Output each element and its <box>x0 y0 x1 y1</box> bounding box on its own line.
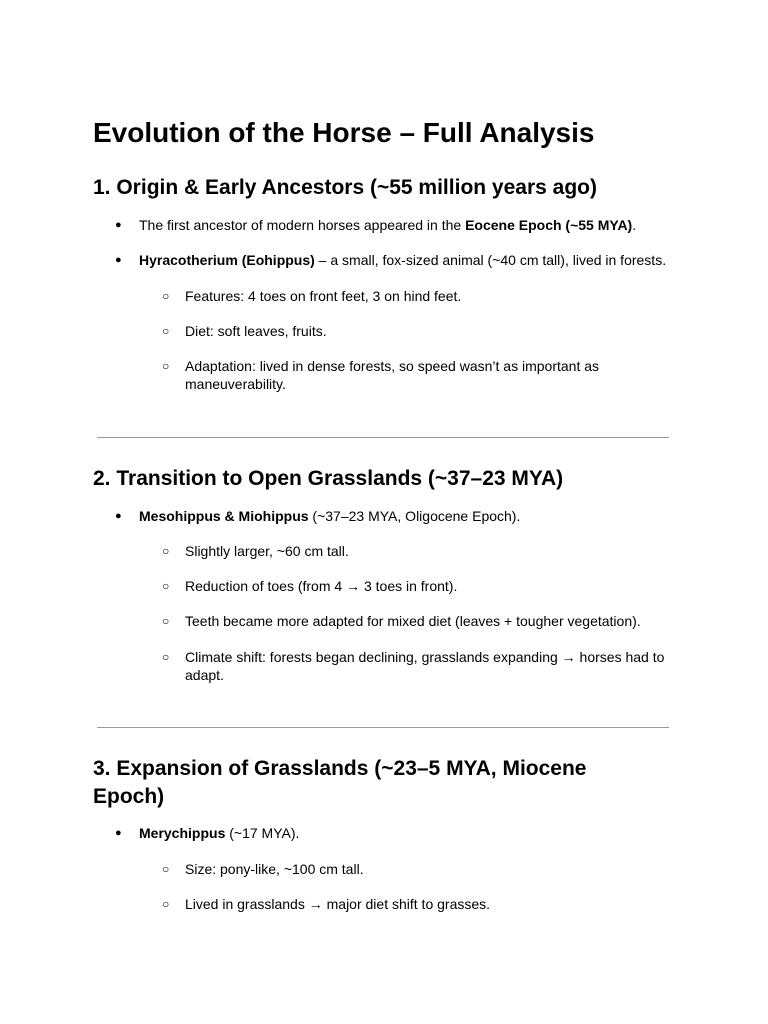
section-heading-origin: 1. Origin & Early Ancestors (~55 million years ago) <box>93 176 597 199</box>
sub-bullet-icon: ○ <box>162 544 170 558</box>
horizontal-divider <box>97 727 669 728</box>
sub-list-item: Lived in grasslands → major diet shift to grasses. <box>185 896 491 912</box>
list-item: Merychippus (~17 MYA). <box>139 825 300 841</box>
horizontal-divider <box>97 437 669 438</box>
section-heading-transition: 2. Transition to Open Grasslands (~37–23 MYA) <box>93 467 564 490</box>
sub-bullet-icon: ○ <box>162 650 170 664</box>
sub-list-item: Slightly larger, ~60 cm tall. <box>185 543 349 559</box>
list-item: The first ancestor of modern horses appeared in the Eocene Epoch (~55 MYA). <box>139 217 637 233</box>
bullet-icon: ● <box>115 219 122 231</box>
bullet-icon: ● <box>115 254 122 266</box>
list-item: Mesohippus & Miohippus (~37–23 MYA, Oligocene Epoch). <box>139 508 521 524</box>
list-item: Hyracotherium (Eohippus) – a small, fox-sized animal (~40 cm tall), lived in forests. <box>139 252 667 268</box>
sub-list-item: Diet: soft leaves, fruits. <box>185 323 327 339</box>
bullet-icon: ● <box>115 510 122 522</box>
sub-list-item: Size: pony-like, ~100 cm tall. <box>185 861 364 877</box>
sub-list-item: Climate shift: forests began declining, grasslands expanding → horses had to adapt. <box>185 649 665 683</box>
sub-bullet-icon: ○ <box>162 897 170 911</box>
bullet-icon: ● <box>115 827 122 839</box>
sub-bullet-icon: ○ <box>162 579 170 593</box>
document-title: Evolution of the Horse – Full Analysis <box>93 117 595 148</box>
sub-bullet-icon: ○ <box>162 862 170 876</box>
sub-bullet-icon: ○ <box>162 324 170 338</box>
sub-list-item: Reduction of toes (from 4 → 3 toes in front). <box>185 578 458 594</box>
sub-bullet-icon: ○ <box>162 614 170 628</box>
sub-bullet-icon: ○ <box>162 359 170 373</box>
sub-list-item: Teeth became more adapted for mixed diet (leaves + tougher vegetation). <box>185 613 641 629</box>
sub-list-item: Features: 4 toes on front feet, 3 on hind feet. <box>185 288 462 304</box>
sub-list-item: Adaptation: lived in dense forests, so speed wasn’t as important as maneuverability. <box>185 358 600 392</box>
sub-bullet-icon: ○ <box>162 289 170 303</box>
section-heading-expansion: 3. Expansion of Grasslands (~23–5 MYA, Miocene Epoch) <box>93 757 587 808</box>
